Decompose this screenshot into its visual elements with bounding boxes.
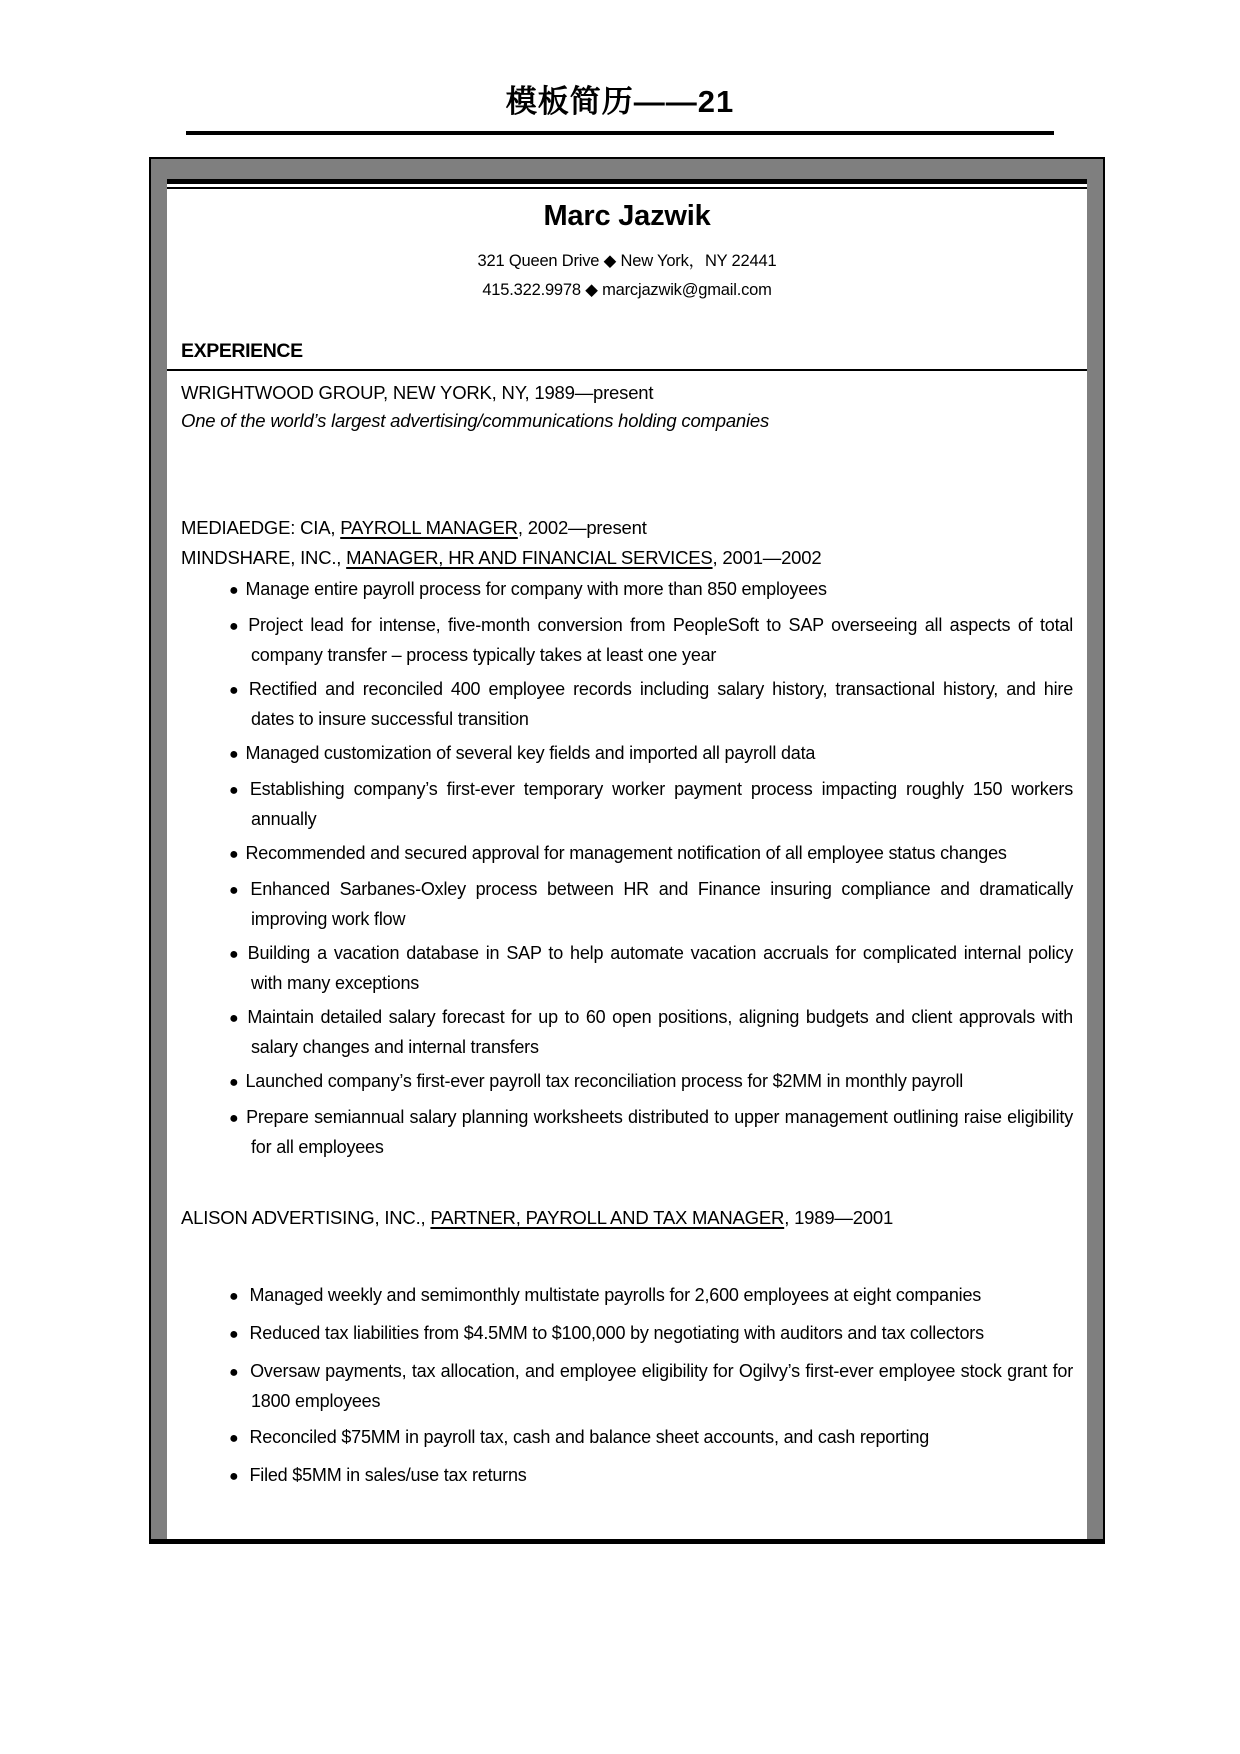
role-title-underlined: PAYROLL MANAGER (340, 516, 518, 538)
contact-address: 321 Queen Drive ◆ New York，NY 22441 (477, 251, 777, 270)
employer-description: One of the world’s largest advertising/communications holding companies (181, 409, 770, 431)
contact-phone-email: 415.322.9978 ◆ marcjazwik@gmail.com (482, 280, 772, 299)
job-mediaedge-mindshare (181, 513, 1073, 1161)
bullet-item (181, 1281, 1073, 1311)
resume-content (167, 187, 1087, 1539)
bullet-text: Project lead for intense, five-month conversion from PeopleSoft to SAP overseeing all aspects of total company transfer – process typically takes at least one year (248, 614, 1073, 665)
bullet-glyph: ● (229, 1429, 239, 1447)
resume-name: Marc Jazwik (543, 199, 711, 232)
role-suffix: , 2001—2002 (712, 546, 822, 568)
role-line-alison (181, 1203, 1073, 1233)
role-prefix: MINDSHARE, INC., (181, 546, 347, 568)
experience-heading: EXPERIENCE (181, 339, 303, 362)
bullet-text: Filed $5MM in sales/use tax returns (249, 1464, 527, 1485)
job-alison (181, 1203, 1073, 1491)
bullet-glyph: ● (229, 1009, 241, 1027)
bullet-text: Reduced tax liabilities from $4.5MM to $100,000 by negotiating with auditors and tax collectors (249, 1322, 984, 1343)
bullet-glyph: ● (229, 581, 239, 599)
role-line-mediaedge (181, 513, 1073, 543)
bullet-text: Reconciled $75MM in payroll tax, cash and balance sheet accounts, and cash reporting (249, 1426, 930, 1447)
bullet-item (181, 939, 1073, 997)
bullet-glyph: ● (229, 1287, 239, 1305)
bullet-glyph: ● (229, 845, 239, 863)
role-prefix: MEDIAEDGE: CIA, (181, 516, 341, 538)
bullet-item (181, 839, 1073, 869)
resume-frame (149, 157, 1105, 1544)
page-title: 模板简历——21 (505, 84, 735, 119)
bullet-item (181, 675, 1073, 733)
experience-divider (167, 369, 1087, 371)
bullet-item (181, 1319, 1073, 1349)
bullet-glyph: ● (229, 617, 242, 635)
bullet-text: Manage entire payroll process for company with more than 850 employees (245, 578, 827, 599)
bullet-glyph: ● (229, 945, 241, 963)
role-prefix: ALISON ADVERTISING, INC., (181, 1206, 431, 1228)
bullet-text: Managed customization of several key fields and imported all payroll data (245, 742, 816, 763)
title-underline (186, 131, 1054, 135)
bullet-item (181, 1423, 1073, 1453)
bullet-item (181, 1067, 1073, 1097)
bullet-glyph: ● (229, 1325, 239, 1343)
bullet-glyph: ● (229, 681, 242, 699)
bullet-text: Building a vacation database in SAP to help automate vacation accruals for complicated internal policy with many exceptions (247, 942, 1073, 993)
bullet-glyph: ● (229, 1109, 240, 1127)
bullet-list (181, 1281, 1073, 1491)
role-title-underlined: MANAGER, HR AND FINANCIAL SERVICES (346, 546, 713, 568)
bullet-glyph: ● (229, 1467, 239, 1485)
bullet-text: Oversaw payments, tax allocation, and employee eligibility for Ogilvy’s first-ever employee stock grant for 1800 employees (250, 1360, 1074, 1411)
bullet-glyph: ● (229, 781, 243, 799)
bullet-text: Launched company’s first-ever payroll tax reconciliation process for $2MM in monthly payroll (245, 1070, 964, 1091)
bullet-item (181, 1461, 1073, 1491)
role-suffix: , 1989—2001 (784, 1206, 894, 1228)
role-title-underlined: PARTNER, PAYROLL AND TAX MANAGER (430, 1206, 785, 1228)
bullet-item (181, 575, 1073, 605)
bullet-glyph: ● (229, 881, 244, 899)
bullet-text: Establishing company’s first-ever temporary worker payment process impacting roughly 150 workers annually (249, 778, 1074, 829)
bullet-item (181, 875, 1073, 933)
role-suffix: , 2002—present (517, 516, 647, 538)
bullet-list (181, 575, 1073, 1161)
employer-line: WRIGHTWOOD GROUP, NEW YORK, NY, 1989—present (181, 381, 654, 403)
bullet-text: Enhanced Sarbanes-Oxley process between HR and Finance insuring compliance and dramatically improving work flow (250, 878, 1073, 929)
bullet-glyph: ● (229, 1363, 240, 1381)
bullet-glyph: ● (229, 1073, 239, 1091)
bullet-text: Prepare semiannual salary planning worksheets distributed to upper management outlining raise eligibility for all employees (246, 1106, 1073, 1157)
bullet-item (181, 1003, 1073, 1061)
bullet-text: Recommended and secured approval for management notification of all employee status changes (245, 842, 1007, 863)
bullet-item (181, 611, 1073, 669)
bullet-item (181, 1103, 1073, 1161)
bullet-glyph: ● (229, 745, 239, 763)
bullet-text: Managed weekly and semimonthly multistate payrolls for 2,600 employees at eight companies (249, 1284, 982, 1305)
bullet-item (181, 1357, 1073, 1415)
bullet-item (181, 739, 1073, 769)
role-line-mindshare (181, 543, 1073, 573)
resume-sheet (167, 179, 1087, 1539)
bullet-item (181, 775, 1073, 833)
bullet-text: Rectified and reconciled 400 employee records including salary history, transactional history, and hire dates to insure successful transition (248, 678, 1074, 729)
bullet-text: Maintain detailed salary forecast for up to 60 open positions, aligning budgets and client approvals with salary changes and internal transfers (247, 1006, 1073, 1057)
